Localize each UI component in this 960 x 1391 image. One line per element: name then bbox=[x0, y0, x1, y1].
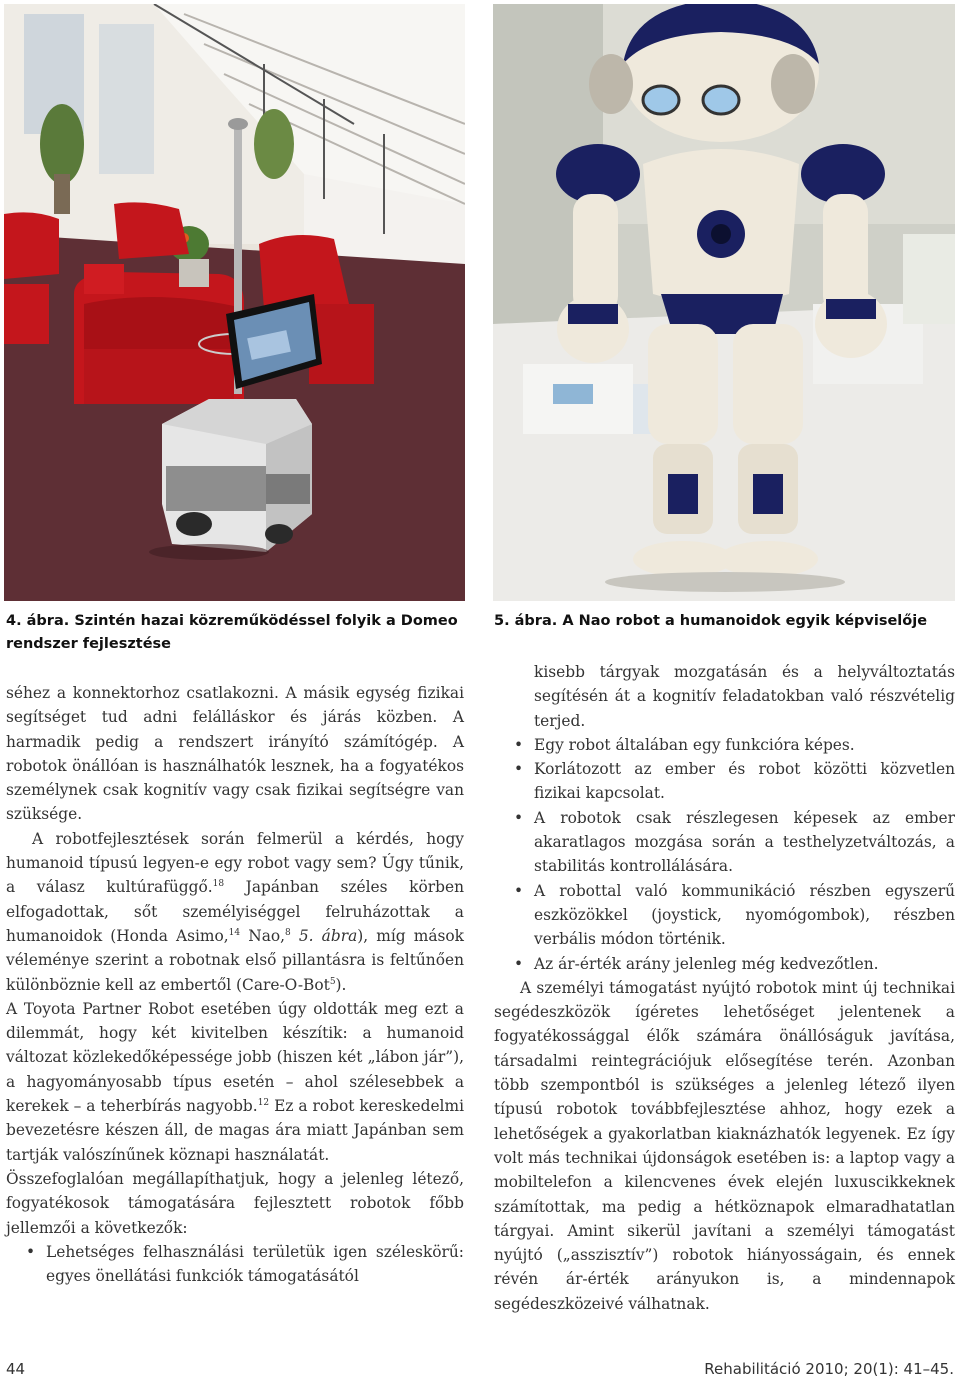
reference-superscript: 8 bbox=[285, 927, 291, 938]
nao-robot-illustration bbox=[493, 4, 955, 601]
reference-superscript: 14 bbox=[228, 927, 241, 938]
reference-superscript: 12 bbox=[257, 1097, 270, 1108]
list-item: • Korlátozott az ember és robot közötti közvetlen fizikai kapcsolat. bbox=[494, 757, 955, 806]
bullet-list bbox=[6, 1240, 464, 1289]
figure-5-photo bbox=[493, 4, 955, 601]
paragraph: A személyi támogatást nyújtó robotok mint új technikai segédeszközök ígéretes lehetőséget jelentenek a fogyatékossággal élők számára önállóságuk javítása, társadalmi reintegrációjuk elősegítése terén. Azonban több szempontból is szükséges a jelenleg létező ilyen típusú robotok továbbfejlesztése ahhoz, hogy ezek a lehetőségek a gyakorlatban kiaknázhatók legyenek. Ez így volt más technikai újdonságok esetében is: a laptop vagy a mobiltelefon a kilencvenes évek elején luxuscikkeknek számítottak, ma pedig a hétköznapok elmaradhatatlan tárgyai. Amint sikerül javítani a személyi támogatást nyújtó („asszisztív”) robotok hiányosságain, és ennek révén ár-érték arányukon is, a mindennapok segédeszközeivé válhatnak. bbox=[494, 978, 955, 1313]
bullet-list bbox=[494, 733, 955, 976]
list-item: • A robotok csak részlegesen képesek az ember akaratlagos mozgása során a testhelyzetváltozás, a stabilitás kontrollálására. bbox=[494, 806, 955, 879]
reference-superscript: 5 bbox=[329, 976, 336, 987]
list-item: • Az ár-érték arány jelenleg még kedvezőtlen. bbox=[494, 952, 955, 976]
figure-4-caption-text: Szintén hazai közreműködéssel folyik a Domeo rendszer fejlesztése bbox=[6, 613, 458, 652]
figure-5-number: 5. ábra. bbox=[494, 613, 558, 629]
list-item: • Egy robot általában egy funkcióra képes. bbox=[494, 733, 955, 757]
figure-4-number: 4. ábra. bbox=[6, 613, 70, 629]
reference-superscript: 18 bbox=[212, 879, 225, 890]
figure-4-photo bbox=[4, 4, 465, 601]
figure-5-caption-text: A Nao robot a humanoidok egyik képviselője bbox=[562, 613, 928, 629]
paragraph: A Toyota Partner Robot esetében úgy oldották meg ezt a dilemmát, hogy két kivitelben készítik: a humanoid változat közlekedőképessége jobb (hiszen két „lábon jár”), a hagyományosabb típus esetén – ahol szélesebbek a kerekek – a teherbírás nagyobb.$^{12}$ Ez a robot kereskedelmi bevezetésre készen áll, de magas ára miatt Japánban sem tartják valószínűnek köznapi használatát. bbox=[6, 999, 464, 1164]
figure-reference: 5. ábra bbox=[298, 926, 358, 945]
paragraph: Összefoglalóan megállapíthatjuk, hogy a jelenleg létező, fogyatékosok támogatására fejlesztett robotok főbb jellemzői a következők: bbox=[6, 1169, 464, 1237]
figure-5-caption bbox=[494, 610, 956, 633]
list-item: • Lehetséges felhasználási területük igen széleskörű: egyes önellátási funkciók támogatásától bbox=[6, 1240, 464, 1289]
page-number: 44 bbox=[6, 1360, 26, 1378]
left-text-column bbox=[6, 681, 464, 1288]
paragraph: A robotfejlesztések során felmerül a kérdés, hogy humanoid típusú legyen-e egy robot vagy sem? Úgy tűnik, a válasz kultúrafüggő.$^{18}$ Japánban széles körben elfogadottak, sőt személyiséggel felruházottak a humanoidok (Honda Asimo,$^{14}$ Nao,$^8$ 5. ábra), míg mások véleménye szerint a robotnak első pillantásra is feltűnően különböznie kell az embertől (Care-O-Bot$^5$). bbox=[6, 829, 464, 994]
right-text-column bbox=[494, 660, 955, 1316]
domeo-robot-illustration bbox=[4, 4, 465, 601]
paragraph: séhez a konnektorhoz csatlakozni. A másik egység fizikai segítséget tud adni felálláskor és járás közben. A harmadik pedig a rendszert irányító számítógép. A robotok önállóan is használhatók lesznek, ha a fogyatékos személynek csak kognitív vagy csak fizikai segítségre van szüksége. bbox=[6, 684, 464, 824]
figure-4-caption bbox=[6, 610, 466, 656]
list-item-continuation: kisebb tárgyak mozgatásán és a helyváltoztatás segítésén át a kognitív feladatokban való részvételig terjed. bbox=[534, 663, 955, 730]
list-item: • A robottal való kommunikáció részben egyszerű eszközökkel (joystick, nyomógombok), részben verbális módon történik. bbox=[494, 879, 955, 952]
journal-citation: Rehabilitáció 2010; 20(1): 41–45. bbox=[704, 1360, 954, 1378]
